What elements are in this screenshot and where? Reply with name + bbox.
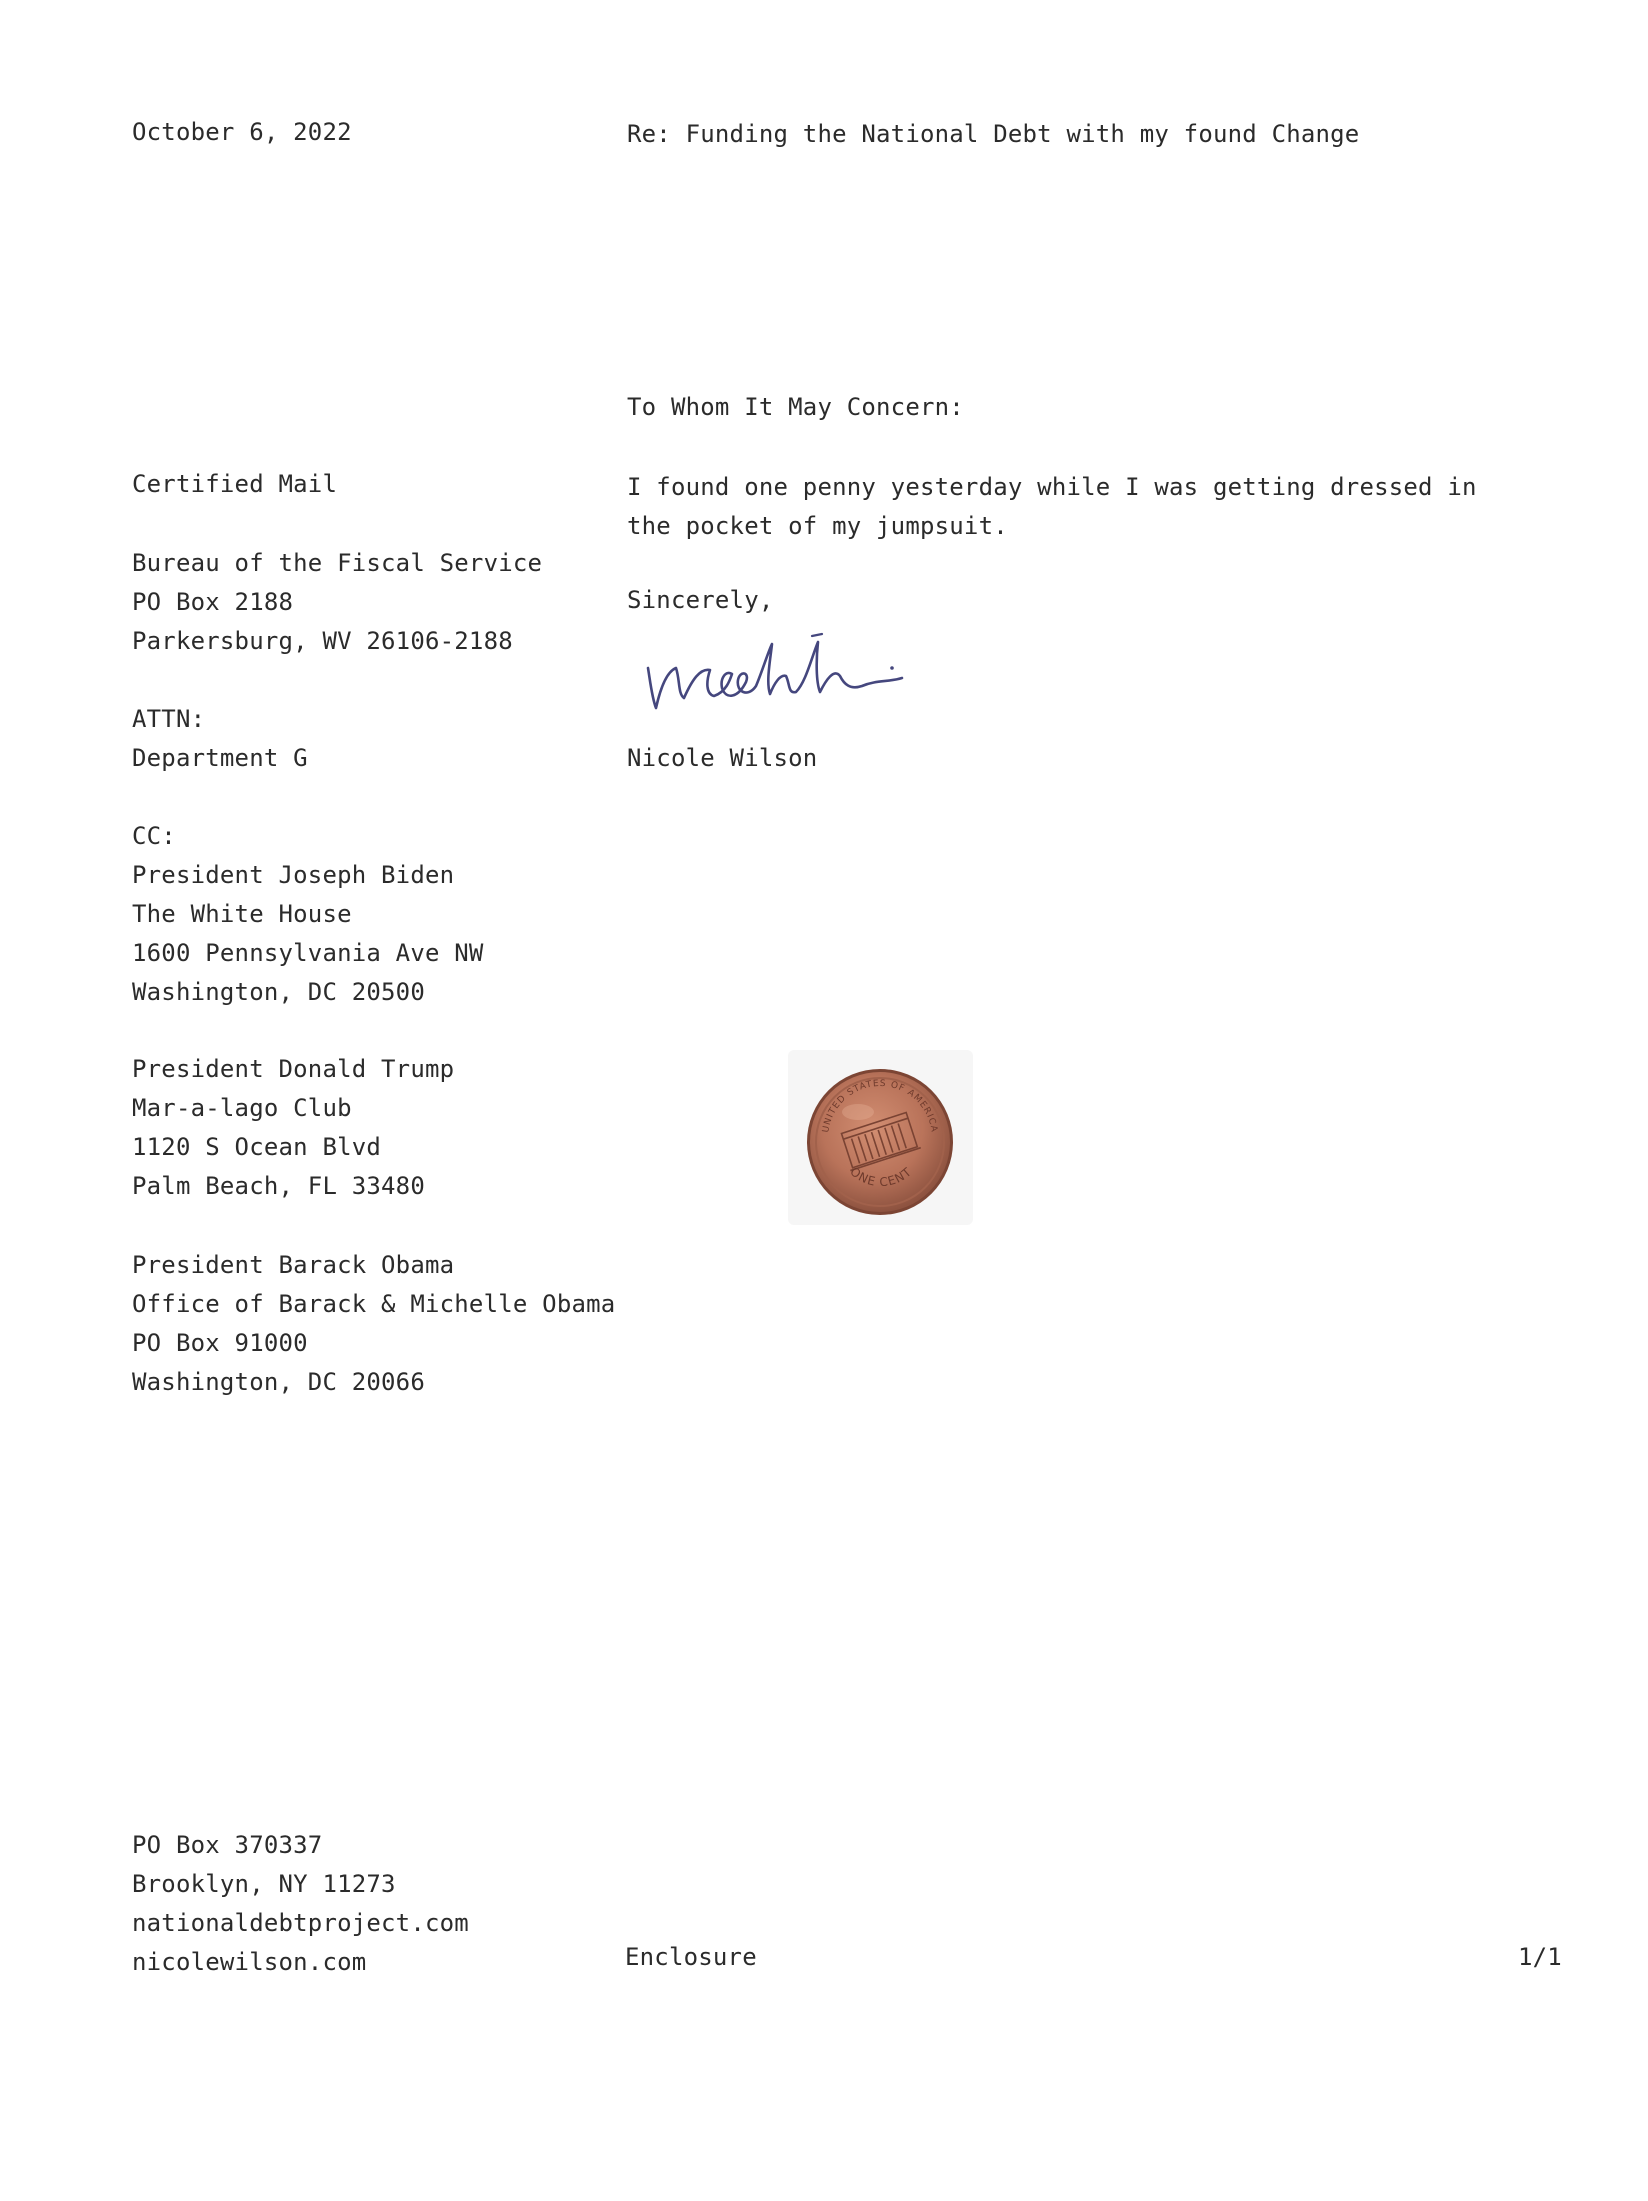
body-paragraph: I found one penny yesterday while I was getting dressed in the pocket of my jumpsuit. — [627, 473, 1477, 540]
letter-date: October 6, 2022 — [132, 118, 352, 146]
sender-website[interactable]: nicolewilson.com — [132, 1948, 367, 1976]
coin-top-text: UNITED STATES OF AMERICA — [821, 1078, 939, 1134]
salutation: To Whom It May Concern: — [627, 393, 964, 421]
recipient-line: PO Box 2188 — [132, 588, 294, 616]
cc-block — [132, 817, 484, 1012]
cc-address-obama — [132, 1246, 615, 1402]
cc-line: PO Box 91000 — [132, 1329, 308, 1357]
signature-image — [640, 620, 960, 720]
cc-line: 1600 Pennsylvania Ave NW — [132, 939, 484, 967]
cc-line: Washington, DC 20500 — [132, 978, 425, 1006]
recipient-line: Bureau of the Fiscal Service — [132, 549, 543, 577]
sender-website[interactable]: nationaldebtproject.com — [132, 1909, 469, 1937]
page-number: 1/1 — [1518, 1943, 1562, 1971]
cc-label: CC: — [132, 822, 176, 850]
cc-address-trump — [132, 1050, 454, 1206]
attn-block — [132, 700, 308, 778]
recipient-address — [132, 544, 542, 661]
coin-bottom-text: ONE CENT — [847, 1164, 915, 1190]
recipient-line: Parkersburg, WV 26106-2188 — [132, 627, 513, 655]
penny-icon — [788, 1050, 973, 1225]
cc-line: The White House — [132, 900, 352, 928]
cc-line: President Barack Obama — [132, 1251, 455, 1279]
letter-subject: Re: Funding the National Debt with my found Change — [627, 120, 1360, 148]
cc-line: President Joseph Biden — [132, 861, 455, 889]
penny-photo — [788, 1050, 973, 1225]
cc-line: Office of Barack & Michelle Obama — [132, 1290, 616, 1318]
signer-name: Nicole Wilson — [627, 744, 818, 772]
cc-line: Washington, DC 20066 — [132, 1368, 425, 1396]
cc-line: 1120 S Ocean Blvd — [132, 1133, 382, 1161]
sender-line: Brooklyn, NY 11273 — [132, 1870, 396, 1898]
sender-address — [132, 1826, 469, 1982]
cc-line: President Donald Trump — [132, 1055, 455, 1083]
cc-line: Palm Beach, FL 33480 — [132, 1172, 425, 1200]
sender-line: PO Box 370337 — [132, 1831, 323, 1859]
closing: Sincerely, — [627, 586, 774, 614]
attn-label: ATTN: — [132, 705, 206, 733]
attn-department: Department G — [132, 744, 308, 772]
enclosure-label: Enclosure — [625, 1943, 757, 1971]
cc-line: Mar-a-lago Club — [132, 1094, 352, 1122]
delivery-method: Certified Mail — [132, 470, 338, 498]
